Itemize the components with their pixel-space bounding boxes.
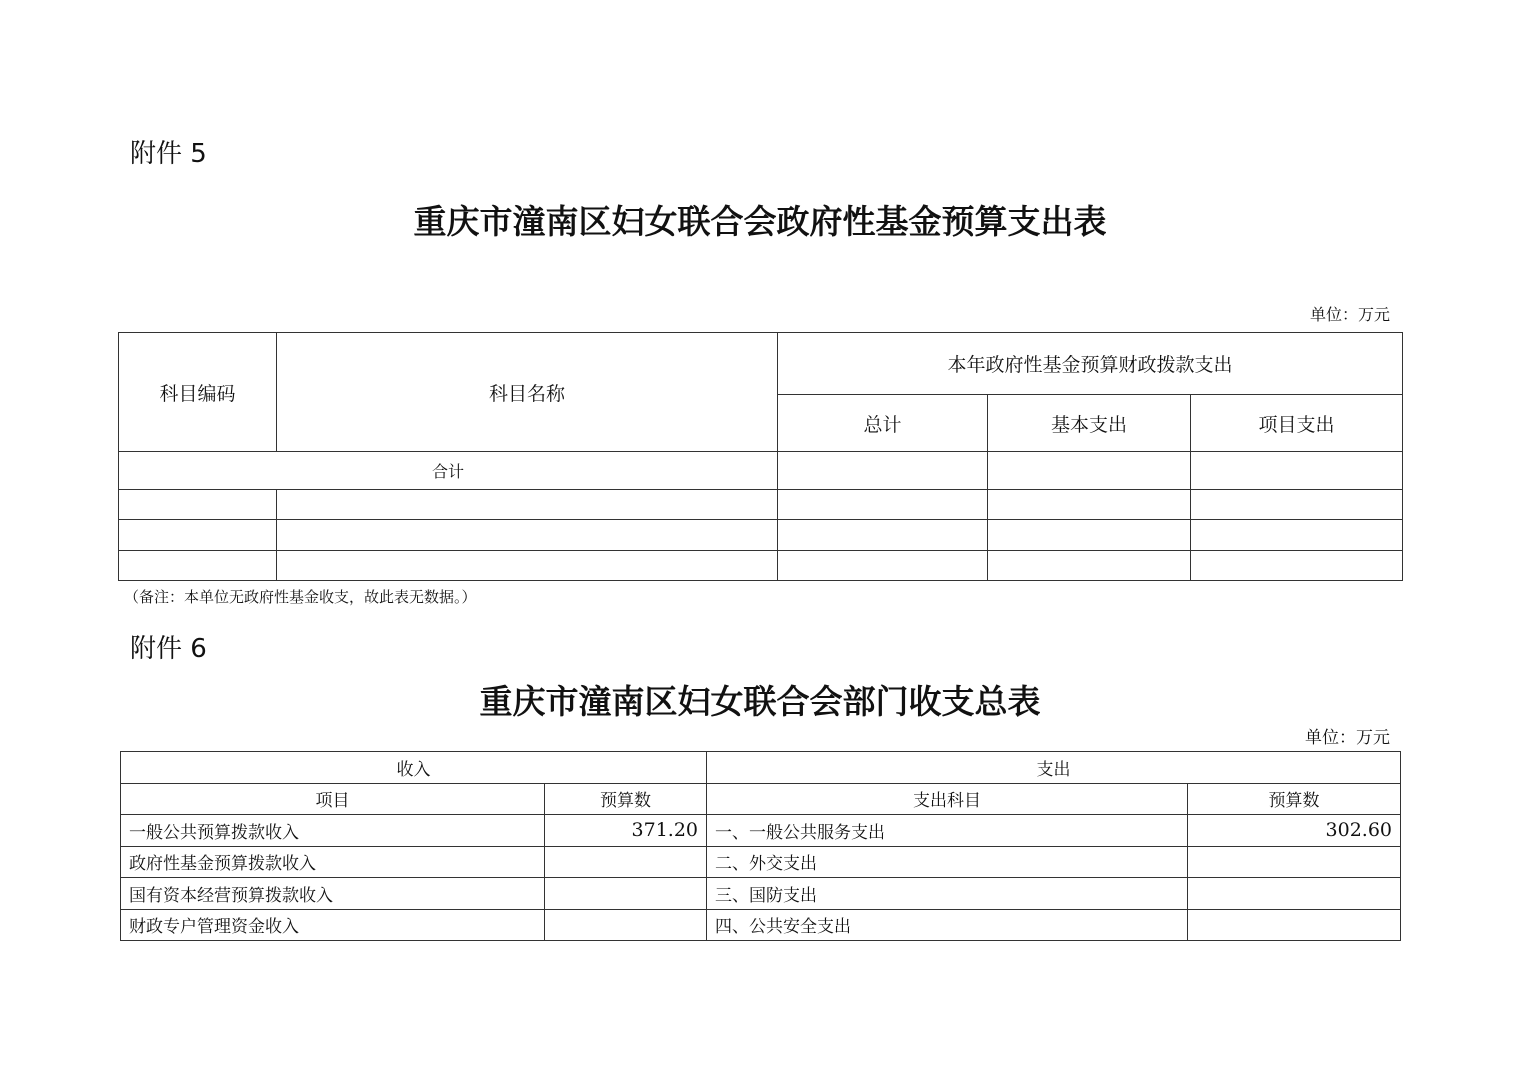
income-item: 国有资本经营预算拨款收入 (121, 878, 545, 910)
empty-cell (119, 490, 277, 520)
header-income-budget: 预算数 (545, 783, 707, 815)
empty-cell (988, 551, 1191, 581)
annex-5-label: 附件 5 (130, 139, 207, 169)
empty-cell (778, 520, 988, 551)
table-row (119, 490, 1403, 520)
department-income-expenditure-table (120, 751, 1401, 941)
empty-cell (1191, 490, 1403, 520)
annex-5-title: 重庆市潼南区妇女联合会政府性基金预算支出表 (413, 202, 1107, 241)
table-row (119, 551, 1403, 581)
expense-amount (1188, 846, 1401, 878)
expense-item: 三、国防支出 (707, 878, 1188, 910)
annex-6-label: 附件 6 (130, 634, 207, 664)
header-subject-name: 科目名称 (277, 333, 778, 452)
sum-project-cell (1191, 452, 1403, 490)
header-basic-expenditure: 基本支出 (988, 395, 1191, 452)
empty-cell (988, 520, 1191, 551)
sum-basic-cell (988, 452, 1191, 490)
income-item: 一般公共预算拨款收入 (121, 815, 545, 847)
empty-cell (778, 551, 988, 581)
table-row (121, 846, 1401, 878)
expense-item: 四、公共安全支出 (707, 909, 1188, 941)
sum-row-label: 合计 (119, 452, 778, 490)
expense-header: 支出 (707, 752, 1401, 784)
empty-cell (119, 551, 277, 581)
empty-cell (119, 520, 277, 551)
header-subject-code: 科目编码 (119, 333, 277, 452)
annex-6-title: 重庆市潼南区妇女联合会部门收支总表 (479, 682, 1041, 721)
income-amount (545, 846, 707, 878)
header-fund-expenditure-group: 本年政府性基金预算财政拨款支出 (778, 333, 1403, 395)
empty-cell (1191, 520, 1403, 551)
expense-amount (1188, 878, 1401, 910)
header-project-expenditure: 项目支出 (1191, 395, 1403, 452)
income-item: 政府性基金预算拨款收入 (121, 846, 545, 878)
table-row (121, 878, 1401, 910)
expense-item: 二、外交支出 (707, 846, 1188, 878)
empty-cell (277, 490, 778, 520)
header-total: 总计 (778, 395, 988, 452)
annex-5-note: （备注：本单位无政府性基金收支，故此表无数据。） (124, 588, 477, 606)
empty-cell (1191, 551, 1403, 581)
government-fund-expenditure-table (118, 332, 1403, 581)
income-amount: 371.20 (545, 815, 707, 847)
table-row (121, 815, 1401, 847)
empty-cell (277, 551, 778, 581)
empty-cell (277, 520, 778, 551)
income-amount (545, 878, 707, 910)
expense-item: 一、一般公共服务支出 (707, 815, 1188, 847)
empty-cell (778, 490, 988, 520)
header-expense-budget: 预算数 (1188, 783, 1401, 815)
header-income-item: 项目 (121, 783, 545, 815)
income-header: 收入 (121, 752, 707, 784)
expense-amount: 302.60 (1188, 815, 1401, 847)
income-item: 财政专户管理资金收入 (121, 909, 545, 941)
sum-total-cell (778, 452, 988, 490)
income-amount (545, 909, 707, 941)
header-expense-item: 支出科目 (707, 783, 1188, 815)
annex-5-unit: 单位：万元 (1309, 305, 1390, 324)
annex-6-unit: 单位：万元 (1305, 728, 1390, 748)
table-row (119, 520, 1403, 551)
expense-amount (1188, 909, 1401, 941)
empty-cell (988, 490, 1191, 520)
table-row (121, 909, 1401, 941)
